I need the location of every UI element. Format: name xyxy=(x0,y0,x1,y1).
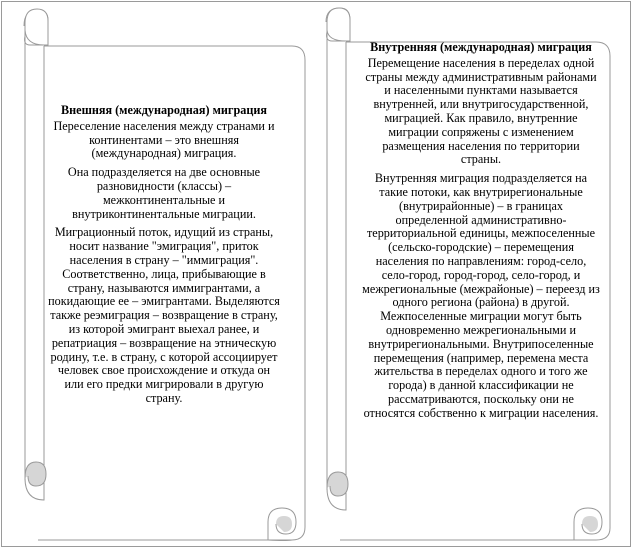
left-paragraph-1: Переселение населения между странами и континентами – это внешняя (международная) миграция. xyxy=(53,118,275,161)
left-paragraph-2: Она подразделяется на две основные разновидности (классы) – межконтинентальные и внутриконтинентальные миграции. xyxy=(67,165,261,221)
left-paragraph-3: Миграционный поток, идущий из страны, носит название "эмиграция", приток населения в страну – "иммиграция". Соответственно, лица, прибывающие в страну, называются иммигрантами, а покидающие ее – эмигрантами. Выделяются также реэмиграция – возвращение в страну, из которой эмигрант выехал ранее, и репатриация – возвращение на этническую родину, т.е. в страну, с которой ассоциирует человек свое происхождение и откуда он или его предки мигрировали в другую страну. xyxy=(48,225,280,405)
right-scroll-title: Внутренняя (международная) миграция xyxy=(370,40,592,54)
left-scroll-text xyxy=(48,104,280,411)
right-paragraph-1: Перемещение населения в переделах одной страны между административным районами и населенными пунктами называется внутренней, или внутригосударственной, миграцией. Как правило, внутренние миграции сопряжены с изменением размещения населения по территории страны. xyxy=(365,55,597,167)
right-paragraph-2: Внутренняя миграция подразделяется на такие потоки, как внутрирегиональные (внутрирайонные) – в границах определенной административно-территориальной единицы, межпоселенные (сельско-городские) – перемещения населения по направлениям: город-село, село-город, город-город, село-город, и межрегиональные (межрайоные) – переезд из одного региона (района) в другой. Межпоселенные миграции могут быть одновременно межрегиональными и внутрирегиональными. Внутрипоселенные перемещения (например, перемена места жительства в переделах одного и того же города) в данной классификации не рассматриваются, поскольку они не относятся собственно к миграции населения. xyxy=(362,171,600,420)
left-scroll-title: Внешняя (международная) миграция xyxy=(61,103,267,117)
right-scroll-text xyxy=(362,41,600,426)
